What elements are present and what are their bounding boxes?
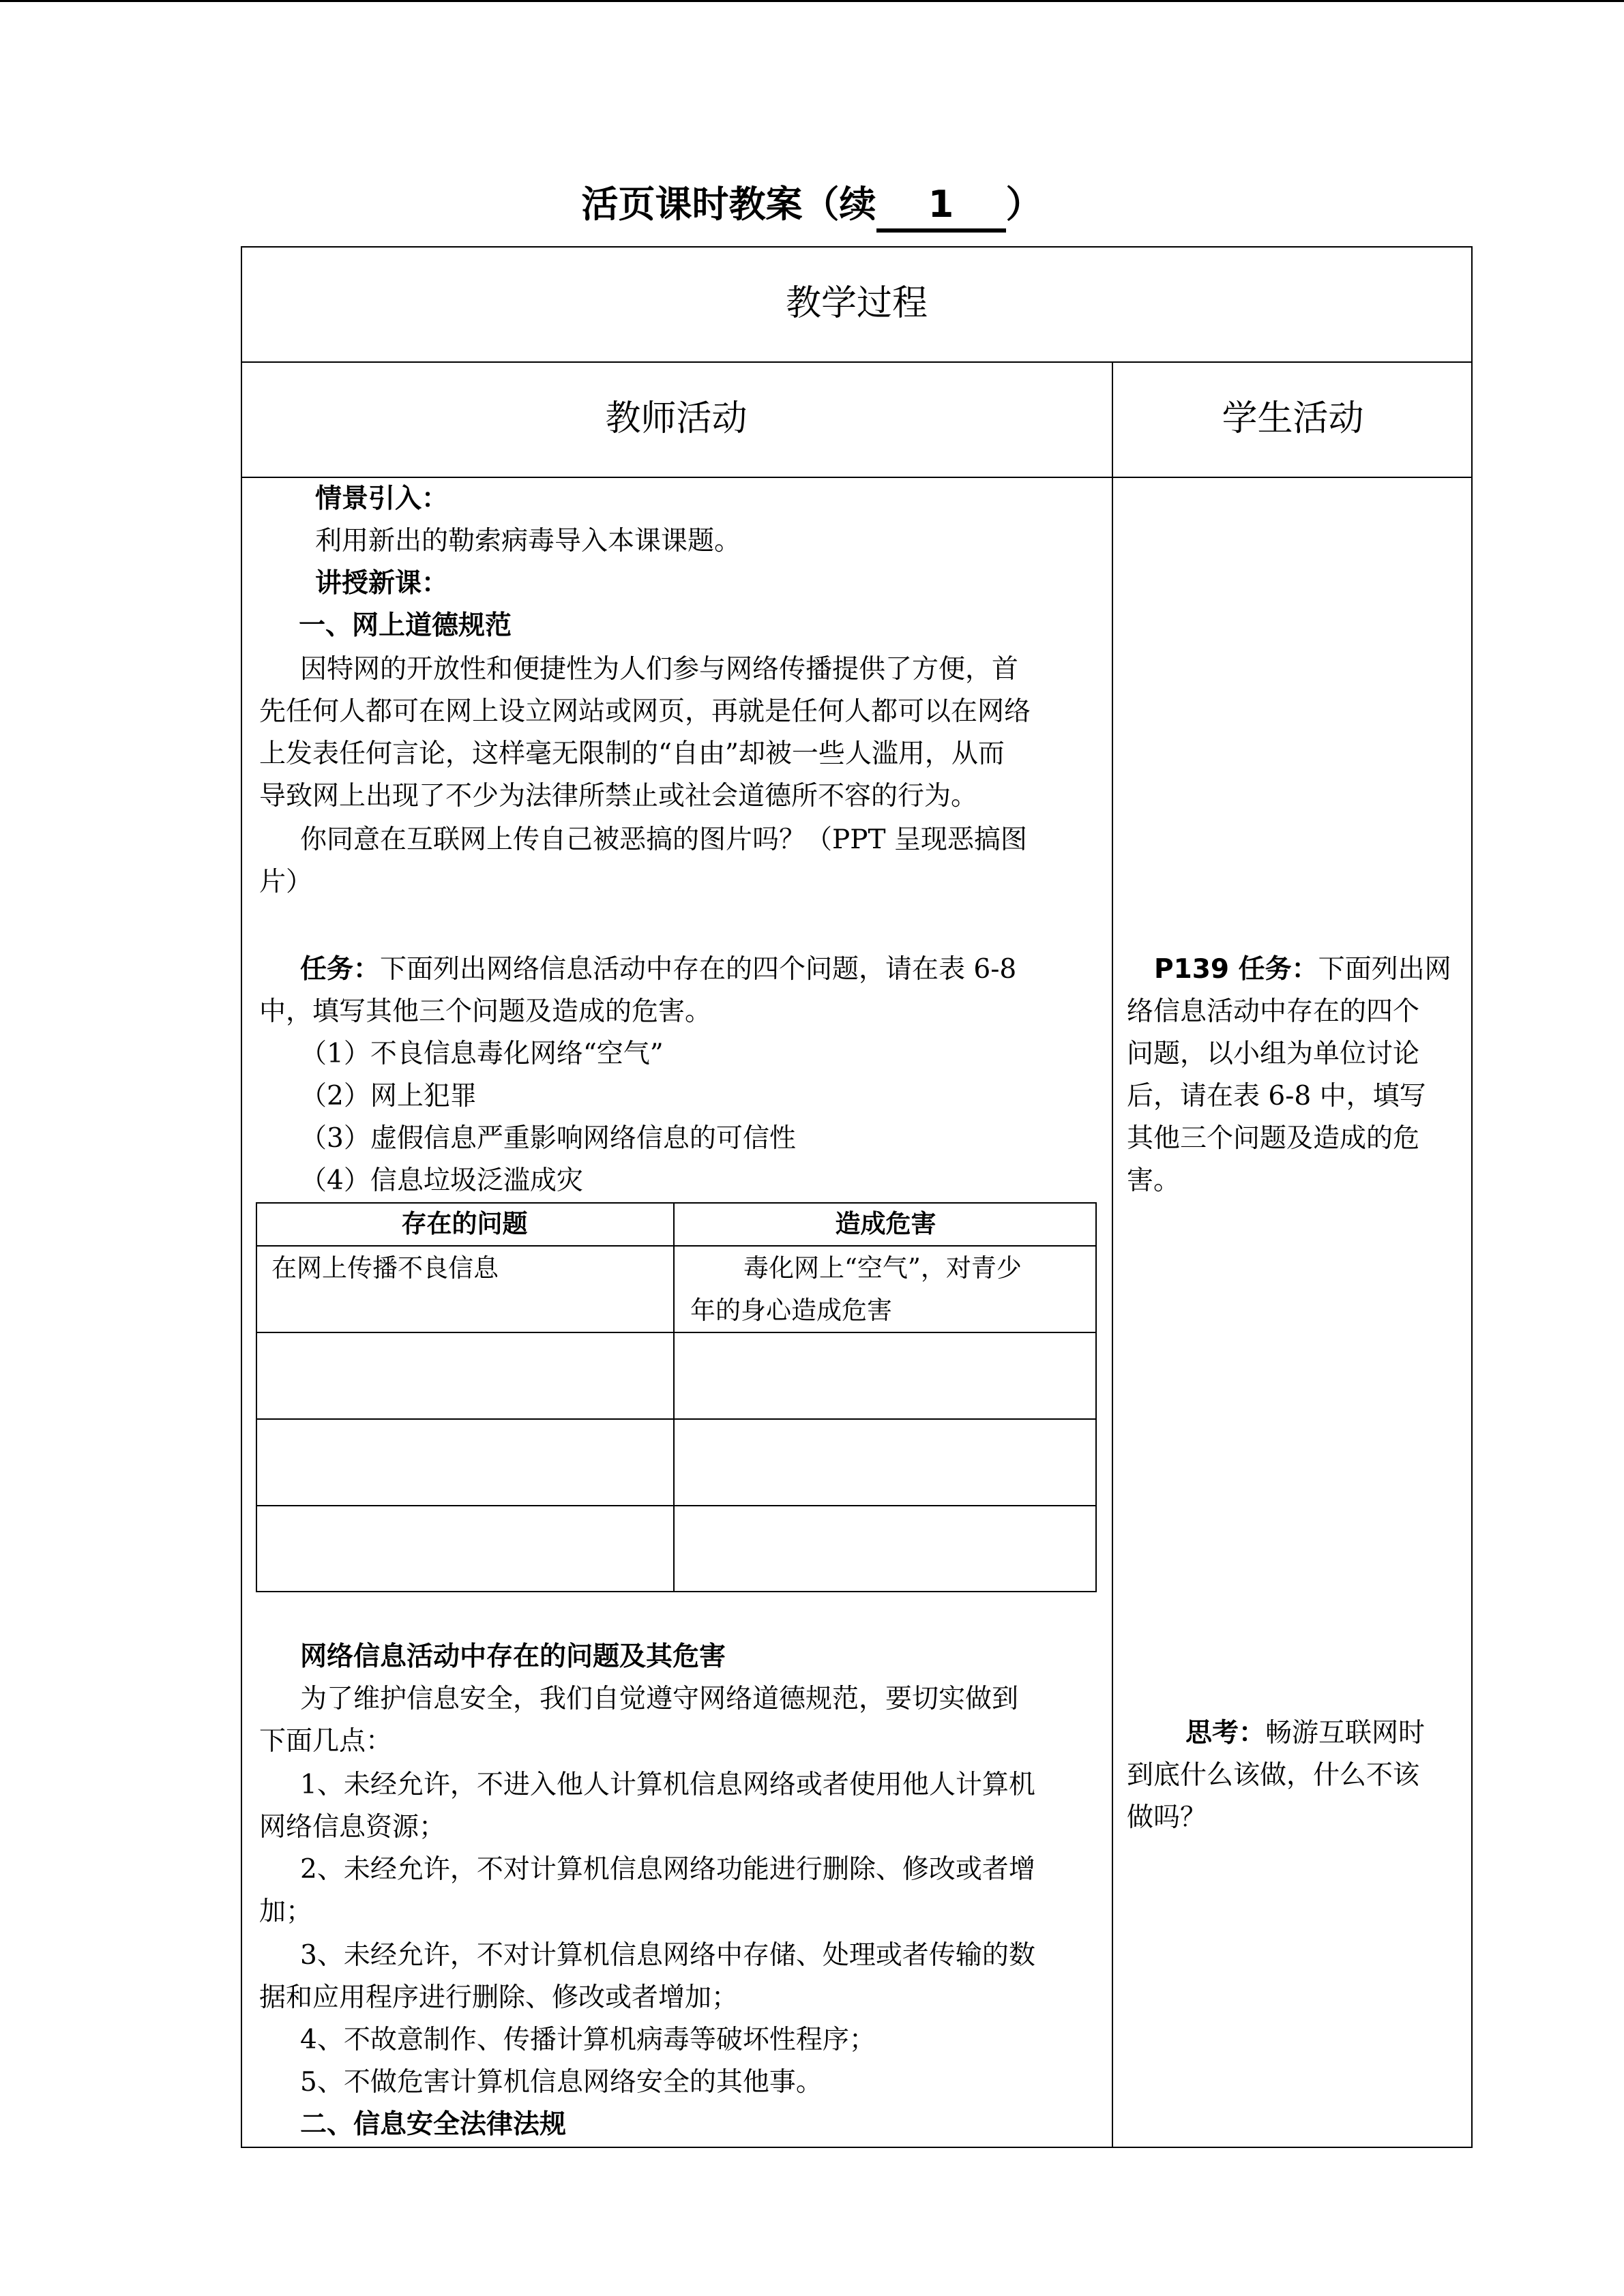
para3-line-2: 下面几点： <box>259 1726 393 1757</box>
title-suffix: ） <box>1005 183 1043 226</box>
student-activity-header: 学生活动 <box>1222 398 1364 439</box>
issues-table-row-divider-4 <box>256 1505 1097 1506</box>
page-title <box>0 174 1624 235</box>
student-think-label: 思考： <box>1185 1718 1266 1748</box>
para2-line-2: 片） <box>259 867 313 897</box>
task-label: 任务： <box>300 954 381 985</box>
para1-line-4: 导致网上出现了不少为法律所禁止或社会道德所不容的行为。 <box>259 781 978 811</box>
student-task-label: P139 任务： <box>1154 954 1318 985</box>
intro-heading: 情景引入： <box>315 483 449 514</box>
issue-3: （3）虚假信息严重影响网络信息的可信性 <box>300 1123 796 1154</box>
para1-line-1: 因特网的开放性和便捷性为人们参与网络传播提供了方便，首 <box>300 654 1019 685</box>
para1-line-3: 上发表任何言论，这样毫无限制的“自由”却被一些人滥用，从而 <box>259 739 1005 769</box>
title-number: 1 <box>876 181 1006 233</box>
student-task-line-1 <box>1154 949 1451 991</box>
issues-table-row1-harm-line1: 毒化网上“空气”，对青少 <box>743 1253 1022 1283</box>
student-task-line-5: 其他三个问题及造成的危 <box>1127 1123 1420 1154</box>
student-task-line-6: 害。 <box>1127 1165 1181 1196</box>
table-header: 教学过程 <box>785 283 928 324</box>
title-prefix: 活页课时教案（续 <box>581 183 876 226</box>
rule-4: 4、不故意制作、传播计算机病毒等破坏性程序； <box>300 2025 876 2055</box>
student-think-line-1 <box>1185 1712 1425 1755</box>
student-task-line-2: 络信息活动中存在的四个 <box>1127 996 1420 1027</box>
issues-table-header-problem: 存在的问题 <box>401 1209 528 1238</box>
section2-heading: 二、信息安全法律法规 <box>300 2109 567 2140</box>
student-think-line-3: 做吗？ <box>1127 1802 1207 1833</box>
task-line-2: 中，填写其他三个问题及造成的危害。 <box>259 996 712 1027</box>
student-task-line-4: 后，请在表 6-8 中，填写 <box>1127 1081 1426 1112</box>
issues-table-row-divider-2 <box>256 1332 1097 1333</box>
issue-2: （2）网上犯罪 <box>300 1081 477 1112</box>
issue-4: （4）信息垃圾泛滥成灾 <box>300 1165 583 1196</box>
issues-table-row-divider-3 <box>256 1418 1097 1420</box>
teacher-activity-header: 教师活动 <box>605 398 748 439</box>
rule-1-line-2: 网络信息资源； <box>259 1812 446 1843</box>
student-think-text-1: 畅游互联网时 <box>1265 1718 1426 1748</box>
issues-table-row1-harm-line2: 年的身心造成危害 <box>690 1296 892 1325</box>
rule-1-line-1: 1、未经允许，不进入他人计算机信息网络或者使用他人计算机 <box>300 1770 1035 1800</box>
rule-2-line-1: 2、未经允许，不对计算机信息网络功能进行删除、修改或者增 <box>300 1854 1035 1885</box>
issues-table-row-divider-1 <box>256 1245 1097 1247</box>
issues-table-col-divider <box>673 1202 675 1592</box>
student-task-line-3: 问题，以小组为单位讨论 <box>1127 1039 1420 1069</box>
page-top-border <box>0 0 1624 2</box>
issues-table-row1-problem: 在网上传播不良信息 <box>271 1253 499 1283</box>
rule-3-line-1: 3、未经允许，不对计算机信息网络中存储、处理或者传输的数 <box>300 1940 1035 1971</box>
rule-5: 5、不做危害计算机信息网络安全的其他事。 <box>300 2067 823 2098</box>
problems-heading: 网络信息活动中存在的问题及其危害 <box>300 1641 726 1672</box>
para2-line-1: 你同意在互联网上传自己被恶搞的图片吗？（PPT 呈现恶搞图 <box>300 824 1027 855</box>
section1-heading: 一、网上道德规范 <box>299 610 512 641</box>
task-text-1: 下面列出网络信息活动中存在的四个问题，请在表 6-8 <box>380 954 1017 985</box>
para3-line-1: 为了维护信息安全，我们自觉遵守网络道德规范，要切实做到 <box>300 1684 1019 1714</box>
column-divider <box>1112 361 1113 2148</box>
rule-3-line-2: 据和应用程序进行删除、修改或者增加； <box>259 1982 739 2013</box>
student-think-line-2: 到底什么该做，什么不该 <box>1127 1760 1420 1791</box>
lecture-heading: 讲授新课： <box>315 568 449 599</box>
intro-text: 利用新出的勒索病毒导入本课课题。 <box>315 526 741 556</box>
rule-2-line-2: 加； <box>259 1896 313 1927</box>
task-line-1 <box>300 949 1016 991</box>
issue-1: （1）不良信息毒化网络“空气” <box>300 1039 664 1069</box>
student-task-text-1: 下面列出网 <box>1318 954 1451 985</box>
issues-table-header-harm: 造成危害 <box>835 1209 936 1238</box>
para1-line-2: 先任何人都可在网上设立网站或网页，再就是任何人都可以在网络 <box>259 696 1031 727</box>
